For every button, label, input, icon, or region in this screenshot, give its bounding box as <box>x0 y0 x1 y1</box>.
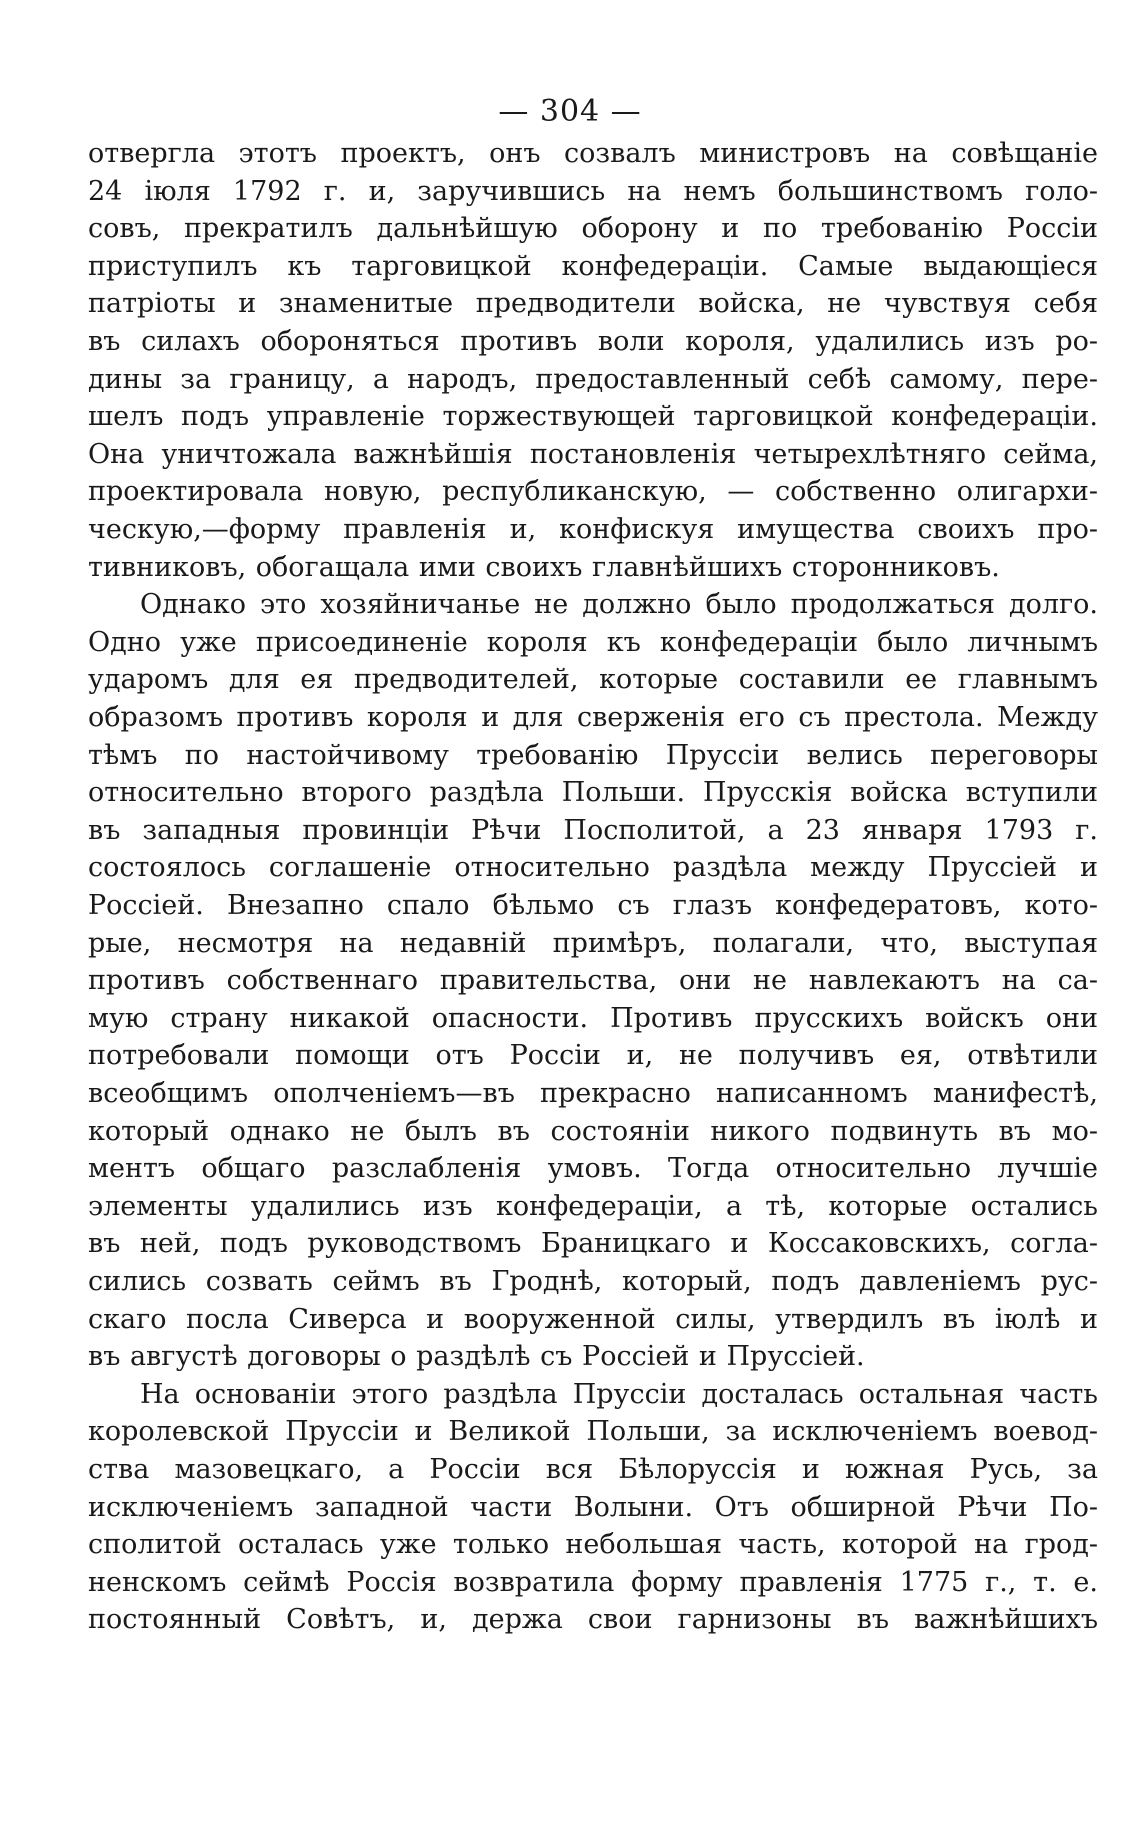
text-line: элементы удалились изъ конфедераціи, а тѣ, которые остались <box>88 1191 1098 1222</box>
text-line: тѣмъ по настойчивому требованію Пруссіи велись переговоры <box>88 740 1098 771</box>
text-line: Одно уже присоединеніе короля къ конфедераціи было личнымъ <box>88 627 1098 658</box>
text-line: относительно второго раздѣла Польши. Прусскія войска вступили <box>88 777 1098 808</box>
text-line: 24 іюля 1792 г. и, заручившись на немъ большинствомъ голо- <box>88 176 1098 207</box>
text-line: Она уничтожала важнѣйшія постановленія четырехлѣтняго сейма, <box>88 439 1098 470</box>
text-line: ментъ общаго разслабленія умовъ. Тогда относительно лучшіе <box>88 1153 1098 1184</box>
text-line: патріоты и знаменитые предводители войска, не чувствуя себя <box>88 288 1098 319</box>
text-line: противъ собственнаго правительства, они не навлекаютъ на са- <box>88 965 1098 996</box>
text-line: королевской Пруссіи и Великой Польши, за исключеніемъ воевод- <box>88 1416 1098 1447</box>
text-line: Россіей. Внезапно спало бѣльмо съ глазъ конфедератовъ, кото- <box>88 890 1098 921</box>
text-line: потребовали помощи отъ Россіи и, не получивъ ея, отвѣтили <box>88 1040 1098 1071</box>
text-line: въ западныя провинціи Рѣчи Посполитой, а 23 января 1793 г. <box>88 815 1098 846</box>
text-line: въ ней, подъ руководствомъ Браницкаго и Коссаковскихъ, согла- <box>88 1228 1098 1259</box>
text-line: всеобщимъ ополченіемъ—въ прекрасно написанномъ манифестѣ, <box>88 1078 1098 1109</box>
text-line: мую страну никакой опасности. Противъ прусскихъ войскъ они <box>88 1003 1098 1034</box>
text-line: постоянный Совѣтъ, и, держа свои гарнизоны въ важнѣйшихъ <box>88 1604 1098 1635</box>
text-line: дины за границу, а народъ, предоставленный себѣ самому, пере- <box>88 364 1098 395</box>
text-line: ударомъ для ея предводителей, которые составили ее главнымъ <box>88 664 1098 695</box>
text-line: исключеніемъ западной части Волыни. Отъ обширной Рѣчи По- <box>88 1492 1098 1523</box>
text-line: скаго посла Сиверса и вооруженной силы, утвердилъ въ іюлѣ и <box>88 1304 1098 1335</box>
text-line: Однако это хозяйничанье не должно было продолжаться долго. <box>140 589 1098 620</box>
text-line: ства мазовецкаго, а Россіи вся Бѣлоруссія и южная Русь, за <box>88 1454 1098 1485</box>
text-line: приступилъ къ тарговицкой конфедераціи. Самые выдающіеся <box>88 251 1098 282</box>
text-line: отвергла этотъ проектъ, онъ созвалъ министровъ на совѣщаніе <box>88 138 1098 169</box>
text-line: состоялось соглашеніе относительно раздѣла между Пруссіей и <box>88 852 1098 883</box>
text-line: ческую,—форму правленія и, конфискуя имущества своихъ про- <box>88 514 1098 545</box>
text-line: въ августѣ договоры о раздѣлѣ съ Россіей и Пруссіей. <box>88 1341 865 1372</box>
text-line: шелъ подъ управленіе торжествующей тарговицкой конфедераціи. <box>88 401 1098 432</box>
page-number: — 304 — <box>498 94 642 129</box>
text-line: въ силахъ обороняться противъ воли короля, удалились изъ ро- <box>88 326 1098 357</box>
text-line: сполитой осталась уже только небольшая часть, которой на грод- <box>88 1529 1098 1560</box>
text-line: проектировала новую, республиканскую, — собственно олигархи- <box>88 476 1098 507</box>
text-line: образомъ противъ короля и для сверженія его съ престола. Между <box>88 702 1098 733</box>
text-line: который однако не былъ въ состояніи никого подвинуть въ мо- <box>88 1116 1098 1147</box>
text-line: рые, несмотря на недавній примѣръ, полагали, что, выступая <box>88 928 1098 959</box>
text-line: тивниковъ, обогащала ими своихъ главнѣйшихъ сторонниковъ. <box>88 552 1000 583</box>
text-line: совъ, прекратилъ дальнѣйшую оборону и по требованію Россіи <box>88 213 1098 244</box>
text-line: сились созвать сеймъ въ Гроднѣ, который, подъ давленіемъ рус- <box>88 1266 1098 1297</box>
text-line: ненскомъ сеймѣ Россія возвратила форму правленія 1775 г., т. е. <box>88 1567 1098 1598</box>
text-line: На основаніи этого раздѣла Пруссіи досталась остальная часть <box>140 1379 1098 1410</box>
